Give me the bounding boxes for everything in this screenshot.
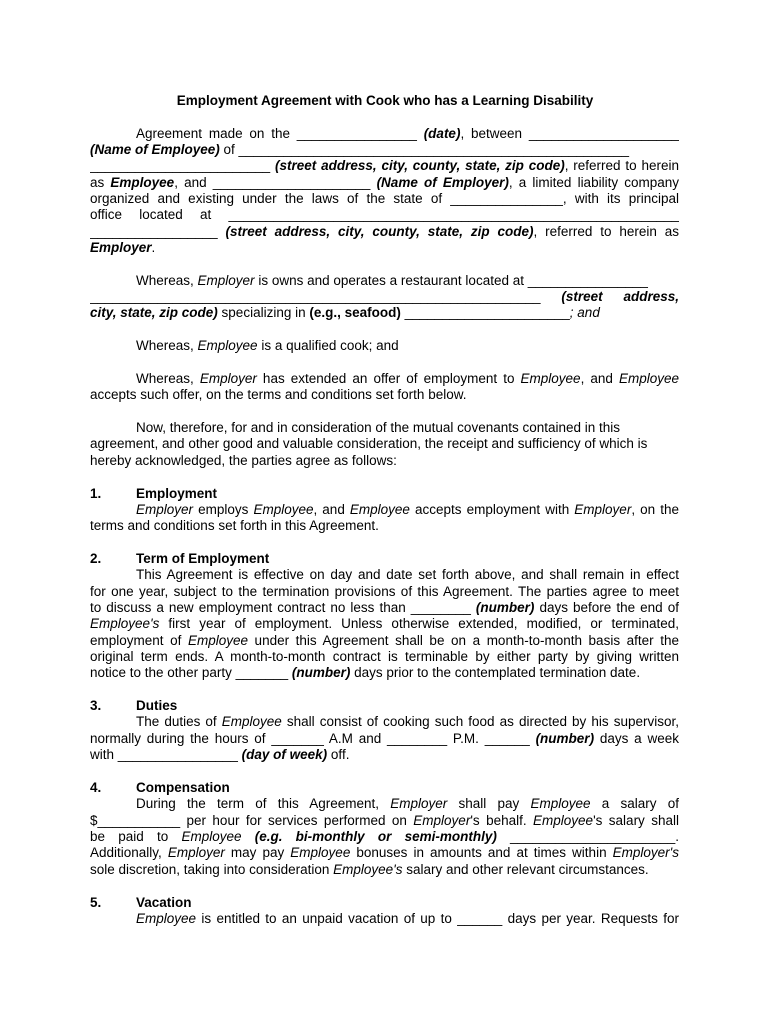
section-line: with ________________ (day of week) off. [90, 747, 350, 762]
whereas-line: ____________________________________________________________ (street address, [90, 289, 679, 304]
section-line: employment of Employee under this Agreement shall be on a month-to-month basis after the [90, 633, 679, 648]
intro-line: as Employee, and _____________________ (Name of Employer), a limited liability company [90, 175, 679, 190]
document-title: Employment Agreement with Cook who has a Learning Disability [176, 93, 594, 108]
section-line: Employer employs Employee, and Employee accepts employment with Employer, on the [136, 502, 679, 517]
intro-line: ________________________ (street address, city, county, state, zip code), referred to herein [90, 158, 679, 173]
whereas-line: city, state, zip code) specializing in (e.g., seafood) ______________________; and [90, 305, 600, 320]
intro-line: _________________ (street address, city, county, state, zip code), referred to herein as [90, 224, 679, 239]
section-line: Additionally, Employer may pay Employee bonuses in amounts and at times within Employer's [90, 845, 679, 860]
section-heading: Term of Employment [136, 551, 270, 566]
section-number: 4. [90, 780, 102, 795]
whereas-line: Whereas, Employee is a qualified cook; and [136, 338, 399, 353]
therefore-line: hereby acknowledged, the parties agree as follows: [90, 453, 397, 468]
section-line: During the term of this Agreement, Employer shall pay Employee a salary of [136, 796, 679, 811]
section-line: $___________ per hour for services performed on Employer's behalf. Employee's salary shall [90, 813, 679, 828]
section-line: The duties of Employee shall consist of cooking such food as directed by his supervisor, [136, 714, 679, 729]
section-heading: Vacation [136, 895, 192, 910]
section-number: 2. [90, 551, 102, 566]
intro-line: (Name of Employee) of ____________________________________________________ [90, 142, 629, 157]
section-line: sole discretion, taking into consideration Employee's salary and other relevant circumstances. [90, 862, 649, 877]
intro-line: Employer. [90, 240, 156, 255]
whereas-line: Whereas, Employer has extended an offer of employment to Employee, and Employee [136, 371, 679, 386]
section-heading: Compensation [136, 780, 230, 795]
section-line: original term ends. A month-to-month contract is terminable by either party by giving written [90, 649, 679, 664]
therefore-line: agreement, and other good and valuable consideration, the receipt and sufficiency of which is [90, 436, 648, 451]
section-number: 1. [90, 486, 102, 501]
intro-line: organized and existing under the laws of the state of _______________, with its principal [90, 191, 679, 206]
section-line: notice to the other party _______ (number) days prior to the contemplated termination date. [90, 665, 641, 680]
section-line: Employee's first year of employment. Unless otherwise extended, modified, or terminated, [90, 616, 679, 631]
section-number: 5. [90, 895, 102, 910]
whereas-line: accepts such offer, on the terms and conditions set forth below. [90, 387, 467, 402]
section-heading: Duties [136, 698, 178, 713]
section-line: This Agreement is effective on day and date set forth above, and shall remain in effect [136, 567, 679, 582]
section-line: for one year, subject to the termination provisions of this Agreement. The parties agree to meet [90, 584, 679, 599]
whereas-line: Whereas, Employer is owns and operates a restaurant located at ________________ [136, 273, 648, 288]
section-line: be paid to Employee (e.g. bi-monthly or semi-monthly) ______________________. [90, 829, 679, 844]
section-line: normally during the hours of _______ A.M and ________ P.M. ______ (number) days a week [90, 731, 679, 746]
section-heading: Employment [136, 486, 218, 501]
section-line: terms and conditions set forth in this Agreement. [90, 518, 379, 533]
intro-line: office located at ____________________________________________________________ [90, 207, 679, 222]
intro-line: Agreement made on the ________________ (date), between ____________________ [136, 126, 679, 141]
section-line: to discuss a new employment contract no less than ________ (number) days before the end of [90, 600, 679, 615]
therefore-line: Now, therefore, for and in consideration of the mutual covenants contained in this [136, 420, 621, 435]
section-number: 3. [90, 698, 102, 713]
section-line: Employee is entitled to an unpaid vacation of up to ______ days per year. Requests for [136, 911, 679, 926]
